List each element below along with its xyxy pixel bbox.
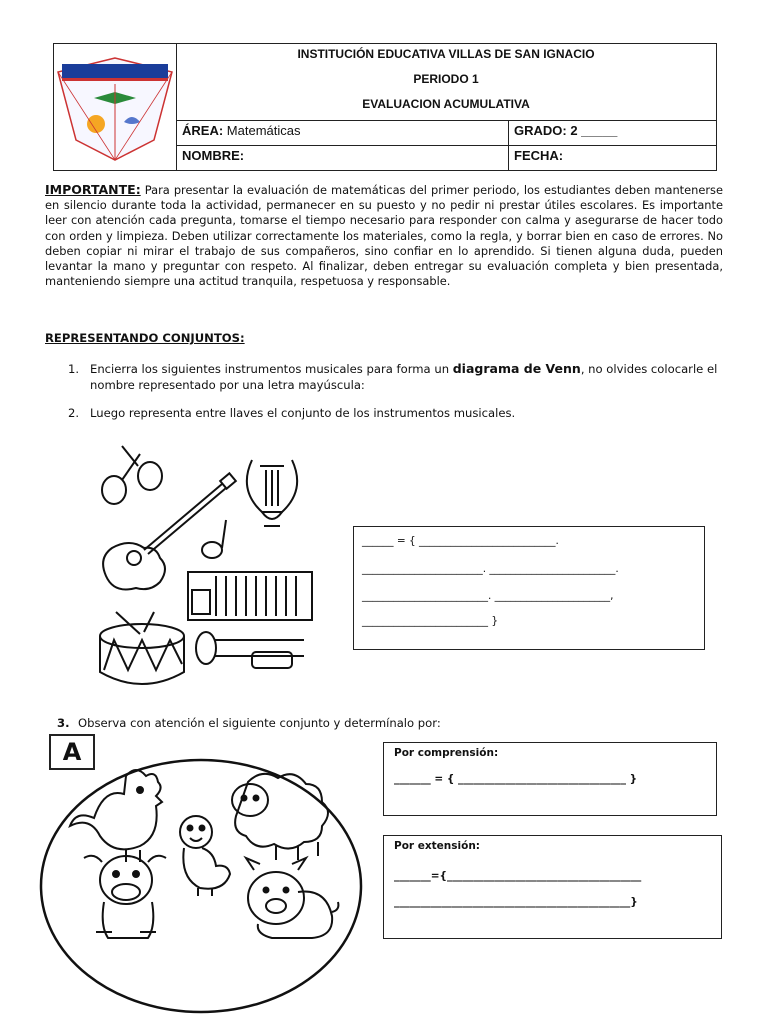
answer-line-1[interactable]: ______ = { __________________________. — [362, 535, 559, 547]
answer-line-3[interactable]: ________________________. ______________________, — [362, 590, 614, 602]
important-label: IMPORTANTE: — [45, 182, 141, 197]
name-field: NOMBRE: — [182, 148, 245, 163]
header-table — [53, 43, 717, 171]
q1-text-post: , no olvides colocarle el nombre representado por una letra mayúscula: — [90, 362, 718, 392]
evaluation-title: EVALUACION ACUMULATIVA — [362, 97, 530, 111]
area-label: ÁREA: — [182, 123, 224, 138]
q3-number: 3. — [57, 716, 70, 730]
extension-answer-line-1[interactable]: _______={_____________________________________ — [394, 870, 642, 882]
answer-line-4[interactable]: ________________________ } — [362, 615, 499, 627]
set-answer-box[interactable] — [353, 526, 705, 650]
drum-icon — [100, 612, 184, 684]
animals-set-diagram — [36, 752, 366, 1016]
sheep-icon — [232, 774, 328, 860]
q1-text-bold: diagrama de Venn — [452, 361, 581, 376]
institution-name: INSTITUCIÓN EDUCATIVA VILLAS DE SAN IGNACIO — [297, 47, 595, 61]
bell-note-icon — [202, 520, 226, 558]
comprehension-answer-line[interactable]: _______ = { ________________________________ } — [394, 773, 638, 785]
answer-line-2[interactable]: _______________________. ________________________. — [362, 563, 619, 575]
period-label: PERIODO 1 — [413, 72, 479, 86]
date-field: FECHA: — [514, 148, 564, 163]
q1-number: 1. — [68, 362, 80, 376]
extension-answer-line-2[interactable]: _____________________________________________} — [394, 896, 638, 908]
duckling-icon — [180, 816, 230, 896]
question-2: Luego representa entre llaves el conjunto de los instrumentos musicales. — [90, 406, 516, 420]
q2-number: 2. — [68, 406, 80, 420]
rooster-icon — [70, 770, 162, 862]
set-name-label: A — [49, 734, 95, 770]
extension-title: Por extensión: — [394, 840, 480, 852]
school-logo — [54, 44, 177, 170]
comprehension-box[interactable] — [383, 742, 717, 816]
accordion-icon — [188, 572, 312, 620]
important-text: Para presentar la evaluación de matemáticas del primer periodo, los estudiantes deben mantenerse en silencio durante toda la actividad, permanecer en su puesto y no pedir ni prestar útiles escolares. Es importante leer con atención cada pregunta, tomarse el tiempo necesario para responder con calma y asegurarse de hacer todo con orden y limpieza. Deben utilizar correctamente los materiales, como la regla, y borrar bien en caso de errores. No deben copiar ni mirar el trabajo de sus compañeros, sino confiar en lo aprendido. Si tienen alguna duda, pueden levantar la mano y preguntar con respeto. Al finalizar, deben entregar su evaluación completa y bien presentada, manteniendo siempre una actitud tranquila, respetuosa y responsable. — [45, 183, 723, 289]
grade-field: GRADO: 2 _____ — [514, 123, 618, 138]
instruments-illustration — [92, 440, 324, 696]
extension-box[interactable] — [383, 835, 722, 939]
section-title: REPRESENTANDO CONJUNTOS: — [45, 331, 245, 345]
area-field — [182, 123, 301, 138]
q1-text-pre: Encierra los siguientes instrumentos musicales para forma un — [90, 362, 450, 376]
lyre-icon — [247, 460, 297, 526]
comprehension-title: Por comprensión: — [394, 747, 499, 759]
pig-icon — [246, 858, 338, 938]
cow-icon — [84, 856, 166, 938]
instructions-paragraph — [45, 182, 723, 289]
question-3: Observa con atención el siguiente conjunto y determínalo por: — [78, 716, 441, 730]
trumpet-icon — [196, 632, 304, 668]
question-1 — [90, 361, 720, 393]
area-value: Matemáticas — [226, 123, 301, 138]
maracas-icon — [102, 446, 162, 504]
